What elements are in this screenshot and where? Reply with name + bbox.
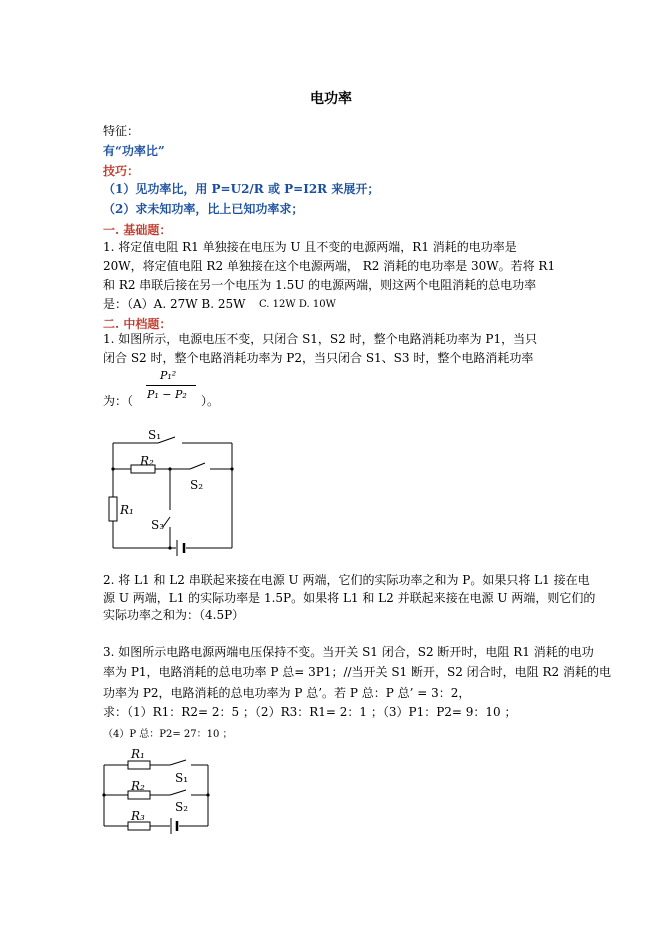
circuit2-label-r2: R₂ — [131, 779, 145, 793]
question-4-line-4: 求：（1）R1：R2= 2：5 ；（2）R3：R1= 2：1 ；（3）P1：P2= 9：10 ； — [103, 705, 517, 719]
question-4-line-5: （4）P 总：P2= 27：10 ； — [103, 729, 233, 740]
section-2-heading: 二. 中档题： — [103, 317, 172, 331]
tip-1: （1）见功率比，用 P=U2/R 或 P=I2R 来展开； — [103, 182, 380, 196]
question-2-line-2: 闭合 S2 时，整个电路消耗功率为 P2，当只闭合 S1、S3 时，整个电路消耗功率 — [103, 351, 534, 365]
circuit1-label-s1: S₁ — [148, 428, 162, 442]
circuit2-label-r3: R₃ — [131, 809, 145, 823]
section-1-heading: 一. 基础题： — [103, 223, 172, 237]
question-1-line-4b: C. 12W D. 10W — [259, 299, 336, 310]
question-4-line-2: 率为 P1，电路消耗的总电功率 P 总= 3P1；//当开关 S1 断开，S2 闭合时，电阻 R2 消耗的电 — [103, 665, 611, 679]
circuit1-label-s2: S₂ — [190, 478, 204, 492]
question-1-line-2: 20W，将定值电阻 R2 单独接在这个电源两端， R2 消耗的电功率是 30W。若将 R1 — [103, 259, 556, 273]
tips-label: 技巧： — [103, 164, 140, 178]
page-title: 电功率 — [310, 91, 352, 107]
circuit1-label-r2: R₂ — [140, 454, 154, 468]
question-2-line-1: 1. 如图所示，电源电压不变，只闭合 S1，S2 时，整个电路消耗功率为 P1，当只 — [103, 332, 538, 346]
question-4-line-1: 3. 如图所示电路电源两端电压保持不变。当开关 S1 闭合，S2 断开时，电阻 R1 消耗的电功 — [103, 645, 594, 659]
question-2-line-3b: ）。 — [201, 394, 220, 408]
circuit1-label-r1: R₁ — [120, 503, 134, 517]
question-2-line-3a: 为：（ — [103, 394, 134, 408]
circuit2-label-r1: R₁ — [131, 747, 145, 761]
question-1-line-3: 和 R2 串联后接在另一个电压为 1.5U 的电源两端，则这两个电阻消耗的总电功率 — [103, 278, 537, 292]
question-3-line-2: 源 U 两端，L1 的实际功率是 1.5P。如果将 L1 和 L2 并联起来接在电源 U 两端，则它们的 — [103, 591, 596, 605]
fraction-numerator: P₁² — [160, 369, 177, 382]
circuit2-label-s2: S₂ — [175, 800, 189, 814]
question-3-line-1: 2. 将 L1 和 L2 串联起来接在电源 U 两端，它们的实际功率之和为 P。如果只将 L1 接在电 — [103, 573, 590, 587]
question-4-line-3: 功率为 P2，电路消耗的总电功率为 P 总’。若 P 总：P 总’ = 3：2， — [103, 686, 471, 700]
tip-2: （2）求未知功率，比上已知功率求； — [103, 202, 304, 216]
circuit1-label-s3: S₃ — [151, 518, 165, 532]
circuit2-label-s1: S₁ — [175, 771, 189, 785]
question-3-line-3: 实际功率之和为：（4.5P） — [103, 608, 245, 622]
question-1-line-1: 1. 将定值电阻 R1 单独接在电压为 U 且不变的电源两端，R1 消耗的电功率是 — [103, 240, 517, 254]
question-1-line-4a: 是：（A）A. 27W B. 25W — [103, 297, 246, 311]
fraction-denominator: P₁ − P₂ — [147, 388, 187, 401]
features-label: 特征： — [103, 124, 140, 138]
features-item: 有“功率比” — [103, 144, 165, 158]
